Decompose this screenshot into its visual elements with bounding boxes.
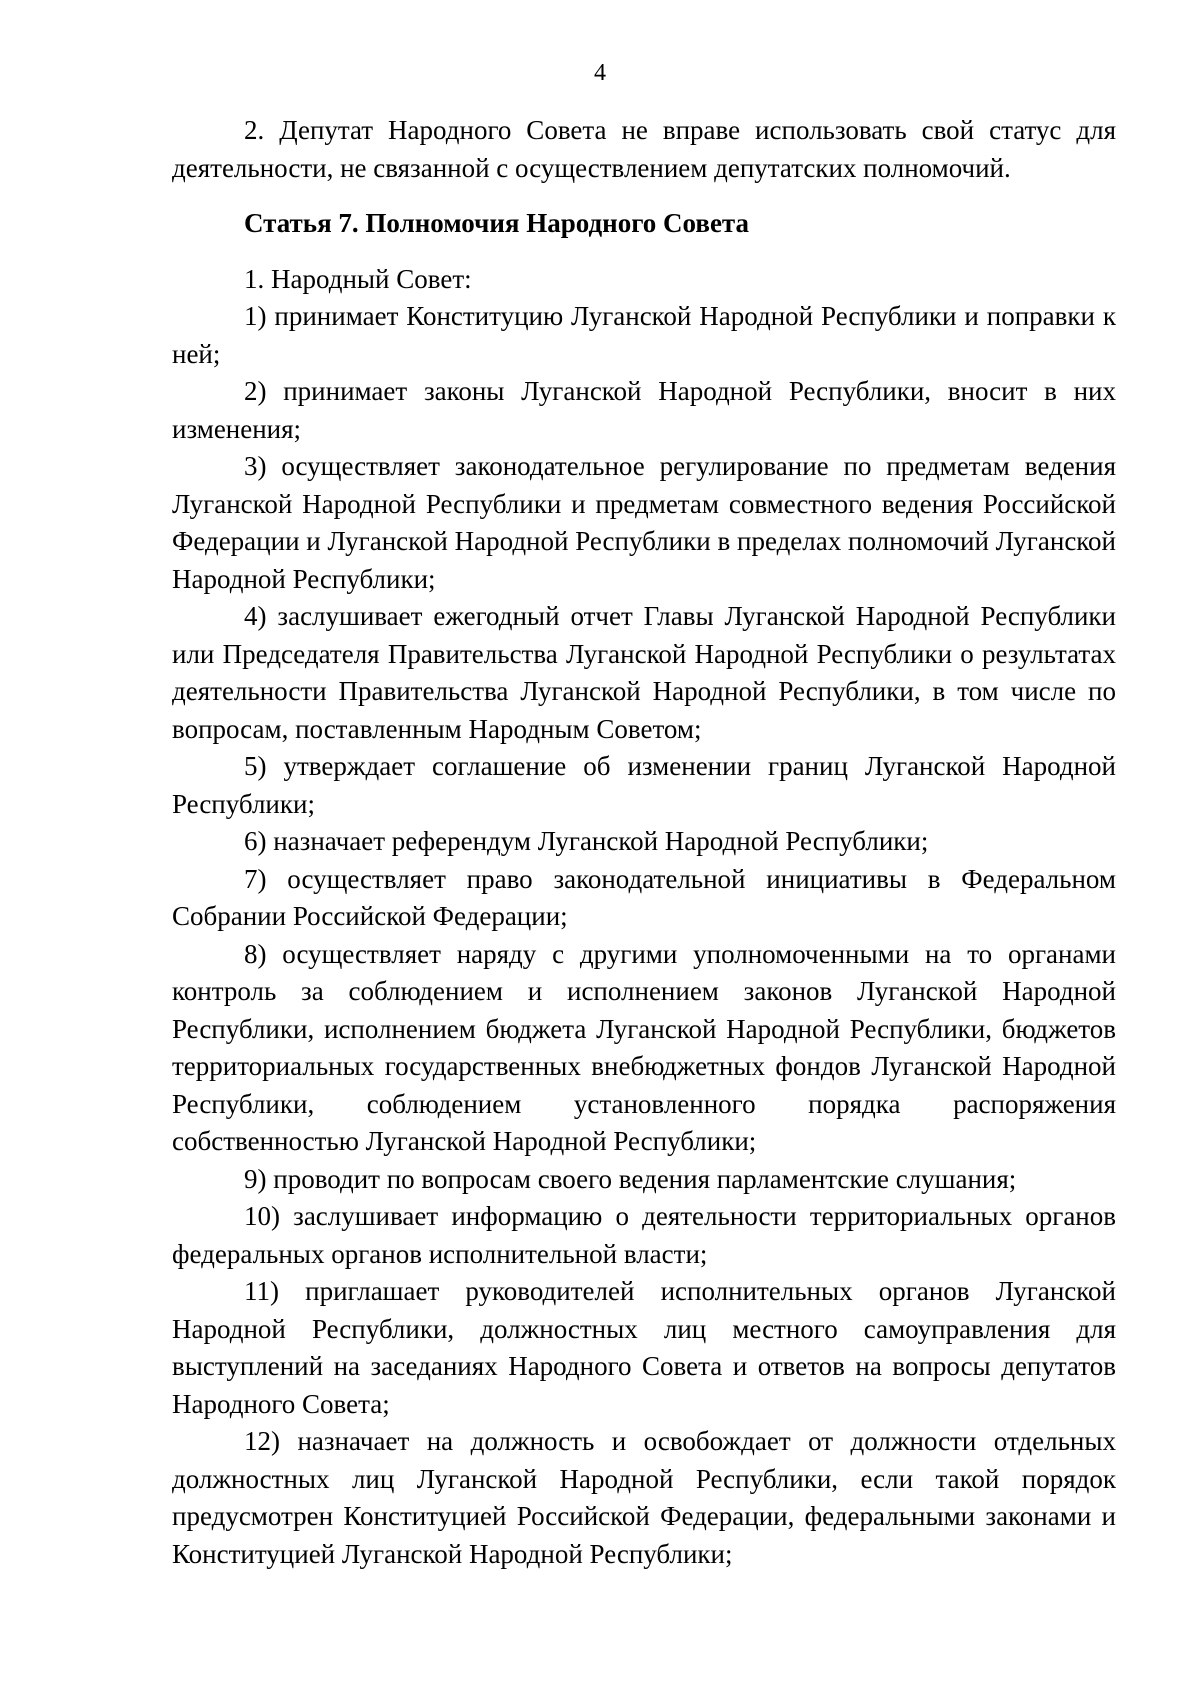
list-item-2: 2) принимает законы Луганской Народной Республики, вносит в них изменения; — [172, 376, 1116, 444]
list-item-8: 8) осуществляет наряду с другими уполномоченными на то органами контроль за соблюдением и исполнением законов Луганской Народной Республики, исполнением бюджета Луганской Народной Республики, бюджетов территориальных государственных внебюджетных фондов Луганской Народной Республики, соблюдением установленного порядка распоряжения собственностью Луганской Народной Республики; — [172, 938, 1116, 1156]
list-item-7: 7) осуществляет право законодательной инициативы в Федеральном Собрании Российской Федерации; — [172, 863, 1116, 931]
list-item-10: 10) заслушивает информацию о деятельности территориальных органов федеральных органов исполнительной власти; — [172, 1201, 1116, 1269]
list-item-12: 12) назначает на должность и освобождает от должности отдельных должностных лиц Луганской Народной Республики, если такой порядок предусмотрен Конституцией Российской Федерации, федеральными законами и Конституцией Луганской Народной Республики; — [172, 1426, 1116, 1569]
list-item-5: 5) утверждает соглашение об изменении границ Луганской Народной Республики; — [172, 751, 1116, 819]
list-item-11: 11) приглашает руководителей исполнительных органов Луганской Народной Республики, должностных лиц местного самоуправления для выступлений на заседаниях Народного Совета и ответов на вопросы депутатов Народного Совета; — [172, 1276, 1116, 1419]
page-number: 4 — [594, 60, 606, 86]
paragraph-council-intro: 1. Народный Совет: — [244, 263, 472, 294]
list-item-4: 4) заслушивает ежегодный отчет Главы Луганской Народной Республики или Председателя Правительства Луганской Народной Республики о результатах деятельности Правительства Луганской Народной Республики, в том числе по вопросам, поставленным Народным Советом; — [172, 601, 1116, 744]
list-item-1: 1) принимает Конституцию Луганской Народной Республики и поправки к ней; — [172, 301, 1116, 369]
document-body — [172, 112, 1116, 1573]
list-item-3: 3) осуществляет законодательное регулирование по предметам ведения Луганской Народной Республики и предметам совместного ведения Российской Федерации и Луганской Народной Республики в пределах полномочий Луганской Народной Республики; — [172, 451, 1116, 594]
list-item-9: 9) проводит по вопросам своего ведения парламентские слушания; — [244, 1163, 1017, 1194]
paragraph-deputy-status: 2. Депутат Народного Совета не вправе использовать свой статус для деятельности, не связанной с осуществлением депутатских полномочий. — [172, 115, 1116, 183]
list-item-6: 6) назначает референдум Луганской Народной Республики; — [244, 826, 929, 856]
article-heading: Статья 7. Полномочия Народного Совета — [244, 208, 750, 238]
